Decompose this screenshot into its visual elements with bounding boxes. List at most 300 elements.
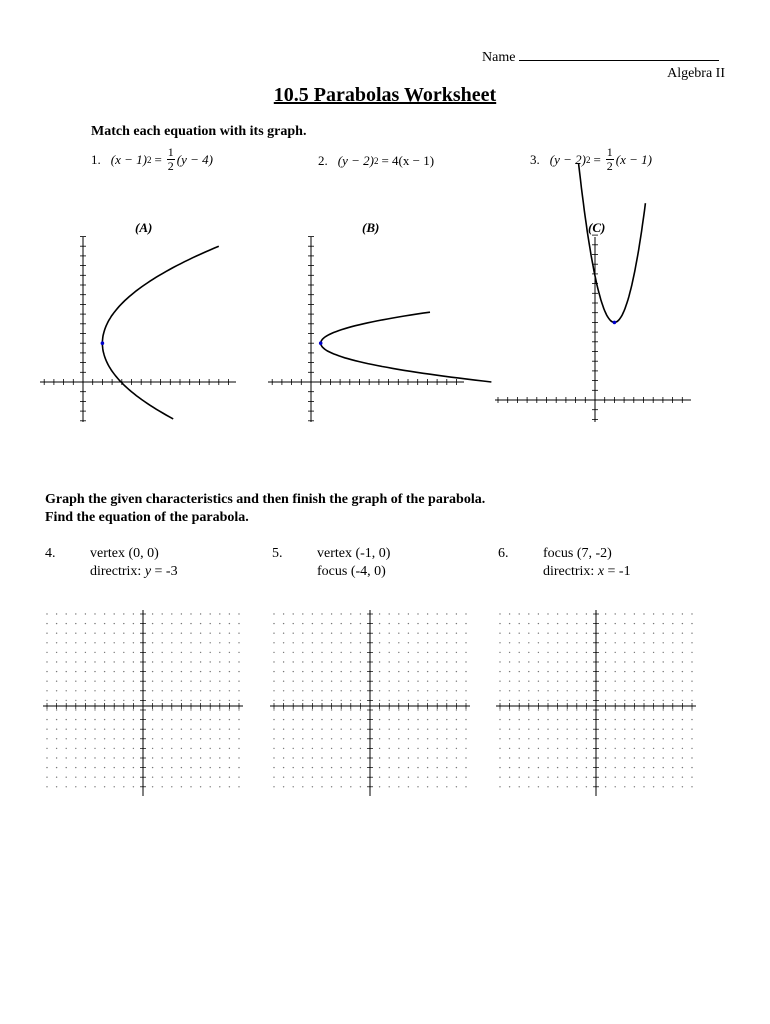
grid-dot bbox=[75, 738, 76, 739]
grid-dot bbox=[238, 642, 239, 643]
grid-dot bbox=[538, 777, 539, 778]
grid-dot bbox=[46, 642, 47, 643]
grid-dot bbox=[229, 700, 230, 701]
grid-dot bbox=[238, 786, 239, 787]
grid-dot bbox=[229, 738, 230, 739]
grid-dot bbox=[509, 661, 510, 662]
grid-dot bbox=[331, 719, 332, 720]
grid-dot bbox=[331, 642, 332, 643]
grid-dot bbox=[210, 757, 211, 758]
grid-dot bbox=[75, 767, 76, 768]
grid-dot bbox=[672, 633, 673, 634]
grid-dot bbox=[85, 700, 86, 701]
grid-dot bbox=[350, 786, 351, 787]
grid-dot bbox=[437, 671, 438, 672]
grid-dot bbox=[682, 748, 683, 749]
grid-dot bbox=[162, 748, 163, 749]
grid-dot bbox=[634, 748, 635, 749]
grid-dot bbox=[360, 681, 361, 682]
grid-dot bbox=[643, 642, 644, 643]
grid-dot bbox=[547, 661, 548, 662]
grid-dot bbox=[691, 719, 692, 720]
grid-dot bbox=[557, 633, 558, 634]
grid-dot bbox=[360, 690, 361, 691]
grid-dot bbox=[341, 709, 342, 710]
grid-dot bbox=[152, 748, 153, 749]
grid-dot bbox=[634, 690, 635, 691]
grid-dot bbox=[427, 633, 428, 634]
grid-dot bbox=[691, 652, 692, 653]
grid-dot bbox=[427, 661, 428, 662]
grid-dot bbox=[114, 661, 115, 662]
grid-dot bbox=[123, 709, 124, 710]
grid-dot bbox=[162, 681, 163, 682]
grid-dot bbox=[576, 613, 577, 614]
grid-dot bbox=[528, 652, 529, 653]
grid-dot bbox=[321, 613, 322, 614]
grid-dot bbox=[643, 690, 644, 691]
grid-dot bbox=[417, 690, 418, 691]
grid-dot bbox=[85, 709, 86, 710]
grid-dot bbox=[283, 719, 284, 720]
grid-dot bbox=[360, 748, 361, 749]
grid-dot bbox=[75, 777, 76, 778]
grid-dot bbox=[46, 661, 47, 662]
grid-dot bbox=[538, 729, 539, 730]
grid-dot bbox=[302, 700, 303, 701]
grid-dot bbox=[219, 681, 220, 682]
grid-dot bbox=[133, 623, 134, 624]
grid-dot bbox=[210, 652, 211, 653]
grid-dot bbox=[350, 700, 351, 701]
grid-dot bbox=[181, 671, 182, 672]
grid-dot bbox=[519, 652, 520, 653]
grid-dot bbox=[56, 633, 57, 634]
grid-dot bbox=[379, 690, 380, 691]
grid-dot bbox=[219, 777, 220, 778]
grid-dot bbox=[398, 738, 399, 739]
grid-dot bbox=[56, 671, 57, 672]
grid-dot bbox=[123, 623, 124, 624]
grid-dot bbox=[586, 700, 587, 701]
grid-dot bbox=[66, 729, 67, 730]
grid-dot bbox=[238, 767, 239, 768]
grid-dot bbox=[331, 690, 332, 691]
grid-dot bbox=[576, 633, 577, 634]
grid-dot bbox=[379, 642, 380, 643]
grid-dot bbox=[302, 786, 303, 787]
grid-dot bbox=[85, 757, 86, 758]
grid-dot bbox=[350, 757, 351, 758]
grid-dot bbox=[104, 642, 105, 643]
grid-dot bbox=[152, 709, 153, 710]
grid-dot bbox=[210, 690, 211, 691]
grid-dot bbox=[417, 633, 418, 634]
grid-dot bbox=[586, 613, 587, 614]
grid-dot bbox=[538, 738, 539, 739]
grid-dot bbox=[427, 748, 428, 749]
grid-dot bbox=[389, 652, 390, 653]
grid-dot bbox=[408, 777, 409, 778]
grid-dot bbox=[331, 633, 332, 634]
grid-dot bbox=[133, 748, 134, 749]
grid-dot bbox=[312, 661, 313, 662]
grid-dot bbox=[437, 652, 438, 653]
grid-dot bbox=[181, 623, 182, 624]
grid-dot bbox=[624, 681, 625, 682]
grid-dot bbox=[152, 642, 153, 643]
grid-dot bbox=[615, 767, 616, 768]
grid-dot bbox=[114, 681, 115, 682]
grid-dot bbox=[398, 786, 399, 787]
grid-dot bbox=[273, 757, 274, 758]
problem-line1: vertex (0, 0) bbox=[90, 546, 159, 561]
problem-text bbox=[317, 545, 390, 581]
grid-dot bbox=[56, 623, 57, 624]
grid-dot bbox=[519, 613, 520, 614]
grid-dot bbox=[46, 777, 47, 778]
grid-dot bbox=[557, 623, 558, 624]
grid-dot bbox=[123, 642, 124, 643]
grid-dot bbox=[417, 729, 418, 730]
grid-dot bbox=[171, 690, 172, 691]
grid-dot bbox=[123, 671, 124, 672]
grid-dot bbox=[547, 709, 548, 710]
grid-dot bbox=[389, 642, 390, 643]
grid-dot bbox=[672, 748, 673, 749]
grid-dot bbox=[437, 681, 438, 682]
grid-dot bbox=[56, 709, 57, 710]
grid-dot bbox=[653, 767, 654, 768]
grid-dot bbox=[75, 786, 76, 787]
grid-dot bbox=[350, 613, 351, 614]
grid-dot bbox=[586, 748, 587, 749]
grid-dot bbox=[691, 623, 692, 624]
grid-dot bbox=[114, 767, 115, 768]
grid-dot bbox=[123, 661, 124, 662]
grid-dot bbox=[547, 757, 548, 758]
grid-dot bbox=[456, 757, 457, 758]
grid-dot bbox=[663, 786, 664, 787]
grid-dot bbox=[509, 700, 510, 701]
grid-dot bbox=[200, 613, 201, 614]
grid-dot bbox=[341, 767, 342, 768]
grid-dot bbox=[293, 738, 294, 739]
grid-dot bbox=[682, 690, 683, 691]
grid-dot bbox=[379, 777, 380, 778]
grid-dot bbox=[615, 709, 616, 710]
grid-dot bbox=[398, 709, 399, 710]
grid-dot bbox=[499, 613, 500, 614]
problem-line2-var: x bbox=[597, 564, 605, 579]
grid-dot bbox=[104, 757, 105, 758]
grid-dot bbox=[94, 748, 95, 749]
grid-dot bbox=[283, 738, 284, 739]
grid-dot bbox=[509, 748, 510, 749]
grid-dot bbox=[417, 777, 418, 778]
grid-dot bbox=[162, 671, 163, 672]
grid-dot bbox=[114, 613, 115, 614]
grid-dot bbox=[557, 652, 558, 653]
grid-dot bbox=[672, 642, 673, 643]
grid-dot bbox=[519, 777, 520, 778]
grid-dot bbox=[152, 633, 153, 634]
grid-dot bbox=[682, 786, 683, 787]
grid-dot bbox=[190, 709, 191, 710]
grid-dot bbox=[557, 719, 558, 720]
grid-dot bbox=[624, 738, 625, 739]
grid-dot bbox=[181, 613, 182, 614]
grid-dot bbox=[538, 757, 539, 758]
grid-dot bbox=[331, 738, 332, 739]
grid-dot bbox=[273, 700, 274, 701]
grid-dot bbox=[200, 748, 201, 749]
grid-dot bbox=[672, 690, 673, 691]
grid-dot bbox=[341, 719, 342, 720]
grid-dot bbox=[312, 738, 313, 739]
grid-dot bbox=[94, 642, 95, 643]
grid-dot bbox=[190, 738, 191, 739]
grid-dot bbox=[293, 729, 294, 730]
grid-dot bbox=[152, 738, 153, 739]
grid-dot bbox=[389, 738, 390, 739]
answer-grid-5[interactable] bbox=[270, 610, 470, 800]
grid-dot bbox=[273, 671, 274, 672]
grid-dot bbox=[341, 738, 342, 739]
grid-dot bbox=[509, 709, 510, 710]
grid-dot bbox=[46, 613, 47, 614]
problem-line2-var: y bbox=[144, 564, 152, 579]
grid-dot bbox=[653, 690, 654, 691]
grid-dot bbox=[389, 633, 390, 634]
grid-dot bbox=[210, 642, 211, 643]
grid-dot bbox=[528, 777, 529, 778]
grid-dot bbox=[615, 613, 616, 614]
grid-dot bbox=[360, 642, 361, 643]
grid-dot bbox=[302, 777, 303, 778]
grid-dot bbox=[465, 777, 466, 778]
grid-dot bbox=[360, 767, 361, 768]
grid-dot bbox=[528, 709, 529, 710]
grid-dot bbox=[446, 757, 447, 758]
grid-dot bbox=[94, 709, 95, 710]
grid-dot bbox=[123, 738, 124, 739]
grid-dot bbox=[321, 623, 322, 624]
grid-dot bbox=[605, 738, 606, 739]
grid-dot bbox=[557, 748, 558, 749]
grid-dot bbox=[465, 642, 466, 643]
grid-dot bbox=[56, 661, 57, 662]
grid-dot bbox=[456, 700, 457, 701]
grid-dot bbox=[437, 738, 438, 739]
grid-dot bbox=[360, 661, 361, 662]
grid-dot bbox=[509, 642, 510, 643]
grid-dot bbox=[634, 652, 635, 653]
grid-dot bbox=[456, 719, 457, 720]
grid-dot bbox=[398, 777, 399, 778]
grid-dot bbox=[302, 709, 303, 710]
grid-dot bbox=[643, 719, 644, 720]
grid-dot bbox=[219, 719, 220, 720]
grid-dot bbox=[229, 642, 230, 643]
grid-dot bbox=[682, 738, 683, 739]
grid-dot bbox=[56, 690, 57, 691]
grid-dot bbox=[379, 748, 380, 749]
grid-dot bbox=[219, 700, 220, 701]
grid-dot bbox=[615, 777, 616, 778]
grid-dot bbox=[634, 700, 635, 701]
grid-dot bbox=[341, 729, 342, 730]
grid-dot bbox=[210, 623, 211, 624]
grid-dot bbox=[210, 661, 211, 662]
grid-dot bbox=[615, 786, 616, 787]
grid-dot bbox=[586, 777, 587, 778]
grid-dot bbox=[162, 709, 163, 710]
grid-dot bbox=[528, 748, 529, 749]
problem-5 bbox=[272, 545, 492, 585]
grid-dot bbox=[547, 748, 548, 749]
grid-dot bbox=[46, 748, 47, 749]
name-blank-line[interactable] bbox=[519, 47, 719, 61]
grid-dot bbox=[567, 661, 568, 662]
grid-dot bbox=[200, 652, 201, 653]
grid-dot bbox=[499, 709, 500, 710]
grid-dot bbox=[437, 786, 438, 787]
grid-dot bbox=[171, 652, 172, 653]
grid-dot bbox=[456, 623, 457, 624]
grid-dot bbox=[210, 633, 211, 634]
grid-dot bbox=[643, 777, 644, 778]
grid-dot bbox=[283, 729, 284, 730]
grid-dot bbox=[691, 633, 692, 634]
grid-dot bbox=[152, 729, 153, 730]
grid-dot bbox=[133, 719, 134, 720]
grid-dot bbox=[672, 671, 673, 672]
grid-dot bbox=[465, 757, 466, 758]
grid-dot bbox=[379, 633, 380, 634]
course-label: Algebra II bbox=[667, 66, 725, 81]
grid-dot bbox=[152, 700, 153, 701]
grid-dot bbox=[465, 767, 466, 768]
grid-dot bbox=[171, 661, 172, 662]
grid-dot bbox=[427, 690, 428, 691]
grid-dot bbox=[576, 642, 577, 643]
grid-dot bbox=[528, 642, 529, 643]
grid-dot bbox=[56, 652, 57, 653]
grid-dot bbox=[181, 786, 182, 787]
grid-dot bbox=[456, 681, 457, 682]
grid-dot bbox=[341, 671, 342, 672]
grid-dot bbox=[133, 671, 134, 672]
grid-dot bbox=[456, 661, 457, 662]
grid-dot bbox=[75, 690, 76, 691]
grid-dot bbox=[104, 777, 105, 778]
grid-dot bbox=[293, 633, 294, 634]
grid-dot bbox=[331, 729, 332, 730]
grid-dot bbox=[528, 661, 529, 662]
grid-dot bbox=[219, 623, 220, 624]
grid-dot bbox=[624, 642, 625, 643]
grid-dot bbox=[615, 757, 616, 758]
grid-dot bbox=[302, 729, 303, 730]
grid-dot bbox=[682, 642, 683, 643]
grid-dot bbox=[379, 757, 380, 758]
grid-dot bbox=[547, 681, 548, 682]
grid-dot bbox=[634, 681, 635, 682]
grid-dot bbox=[417, 642, 418, 643]
grid-dot bbox=[408, 652, 409, 653]
grid-dot bbox=[547, 719, 548, 720]
grid-dot bbox=[219, 757, 220, 758]
grid-dot bbox=[586, 633, 587, 634]
name-field[interactable] bbox=[482, 47, 719, 66]
grid-dot bbox=[75, 681, 76, 682]
grid-dot bbox=[417, 661, 418, 662]
grid-dot bbox=[634, 767, 635, 768]
grid-dot bbox=[437, 757, 438, 758]
grid-dot bbox=[341, 748, 342, 749]
grid-dot bbox=[123, 777, 124, 778]
grid-dot bbox=[634, 786, 635, 787]
grid-dot bbox=[200, 623, 201, 624]
grid-dot bbox=[576, 738, 577, 739]
grid-dot bbox=[162, 738, 163, 739]
grid-dot bbox=[586, 767, 587, 768]
grid-dot bbox=[509, 690, 510, 691]
grid-dot bbox=[547, 623, 548, 624]
grid-dot bbox=[427, 757, 428, 758]
grid-dot bbox=[229, 719, 230, 720]
grid-dot bbox=[133, 690, 134, 691]
grid-dot bbox=[643, 623, 644, 624]
grid-dot bbox=[379, 623, 380, 624]
grid-dot bbox=[219, 613, 220, 614]
grid-dot bbox=[456, 709, 457, 710]
grid-dot bbox=[152, 767, 153, 768]
grid-dot bbox=[181, 748, 182, 749]
grid-dot bbox=[229, 709, 230, 710]
grid-dot bbox=[605, 642, 606, 643]
grid-dot bbox=[360, 623, 361, 624]
grid-dot bbox=[615, 642, 616, 643]
answer-grid-6[interactable] bbox=[496, 610, 696, 800]
grid-dot bbox=[229, 661, 230, 662]
grid-dot bbox=[312, 681, 313, 682]
grid-dot bbox=[341, 681, 342, 682]
grid-dot bbox=[114, 671, 115, 672]
grid-dot bbox=[210, 786, 211, 787]
grid-dot bbox=[238, 729, 239, 730]
parabola-curve bbox=[102, 246, 218, 419]
grid-dot bbox=[576, 700, 577, 701]
page-title: 10.5 Parabolas Worksheet bbox=[273, 84, 497, 106]
grid-dot bbox=[85, 777, 86, 778]
part2-instruction-line1: Graph the given characteristics and then finish the graph of the parabola. bbox=[45, 492, 486, 507]
grid-dot bbox=[200, 719, 201, 720]
grid-dot bbox=[528, 613, 529, 614]
grid-dot bbox=[615, 729, 616, 730]
grid-dot bbox=[273, 652, 274, 653]
answer-grid-4[interactable] bbox=[43, 610, 243, 800]
grid-dot bbox=[331, 681, 332, 682]
grid-dot bbox=[75, 652, 76, 653]
grid-dot bbox=[283, 671, 284, 672]
grid-dot bbox=[427, 709, 428, 710]
grid-dot bbox=[94, 729, 95, 730]
grid-dot bbox=[691, 738, 692, 739]
grid-dot bbox=[321, 652, 322, 653]
grid-dot bbox=[171, 738, 172, 739]
